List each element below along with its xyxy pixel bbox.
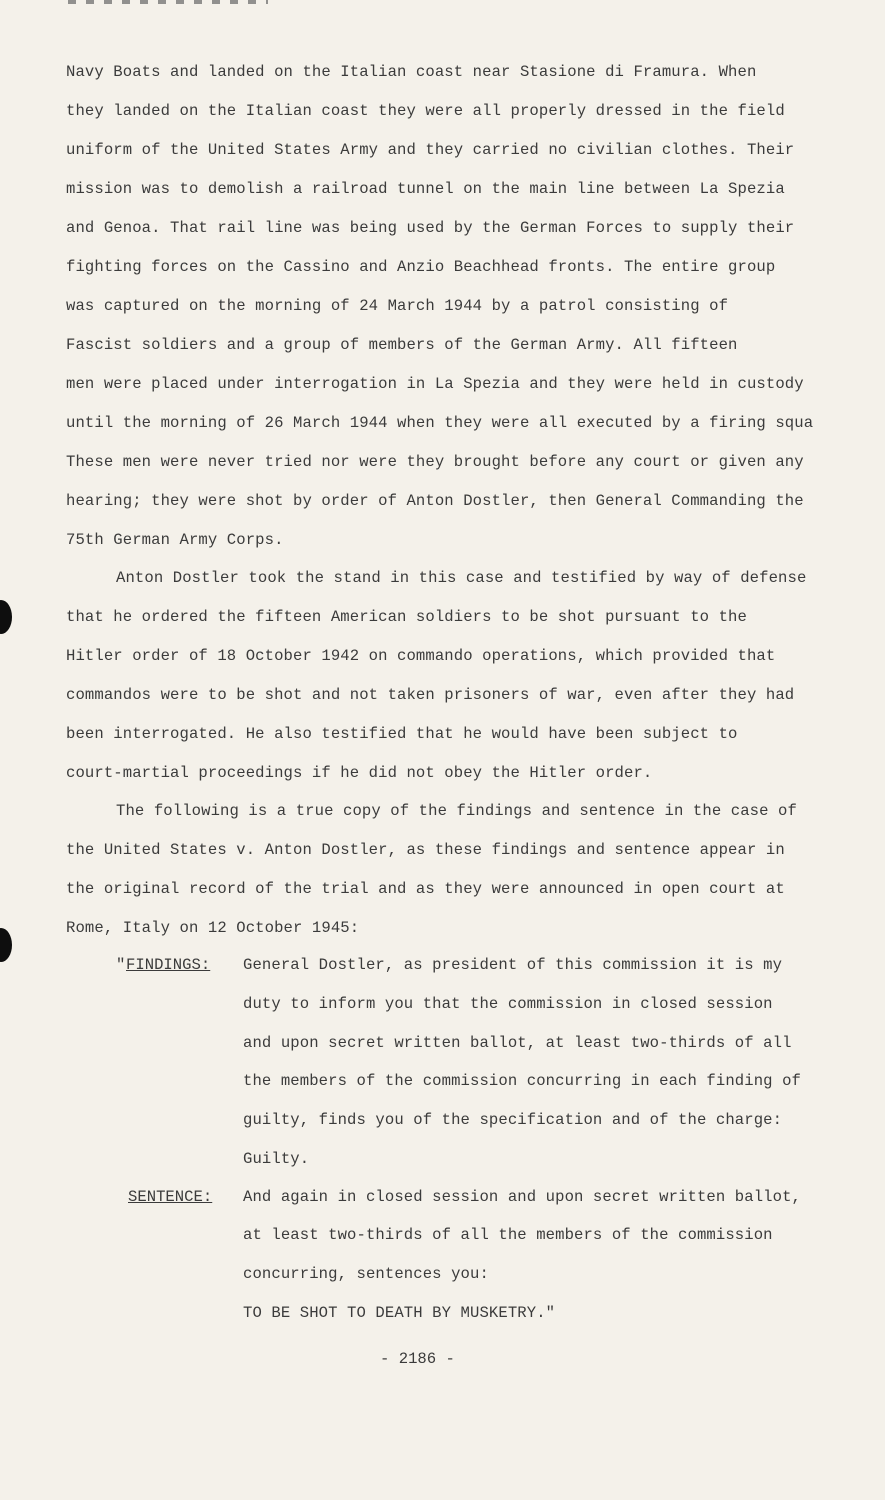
text-line: These men were never tried nor were they brought before any court or given any bbox=[66, 453, 804, 471]
text-line: and Genoa. That rail line was being used by the German Forces to supply their bbox=[66, 219, 795, 237]
text-line: men were placed under interrogation in La Spezia and they were held in custody bbox=[66, 375, 804, 393]
text-line: Hitler order of 18 October 1942 on commando operations, which provided that bbox=[66, 647, 776, 665]
text-line: uniform of the United States Army and they carried no civilian clothes. Their bbox=[66, 141, 795, 159]
text-line: was captured on the morning of 24 March 1944 by a patrol consisting of bbox=[66, 297, 729, 315]
sentence-line: TO BE SHOT TO DEATH BY MUSKETRY." bbox=[243, 1304, 556, 1322]
findings-label: FINDINGS: bbox=[126, 956, 211, 974]
findings-line: Guilty. bbox=[243, 1150, 310, 1168]
text-line: the original record of the trial and as they were announced in open court at bbox=[66, 880, 785, 898]
sentence-line: And again in closed session and upon secret written ballot, bbox=[243, 1188, 802, 1206]
text-line: Navy Boats and landed on the Italian coast near Stasione di Framura. When bbox=[66, 63, 757, 81]
punch-hole-icon bbox=[0, 600, 12, 634]
findings-line: duty to inform you that the commission in closed session bbox=[243, 995, 773, 1013]
findings-line: and upon secret written ballot, at least two-thirds of all bbox=[243, 1034, 792, 1052]
text-line: Fascist soldiers and a group of members of the German Army. All fifteen bbox=[66, 336, 738, 354]
text-line: they landed on the Italian coast they were all properly dressed in the field bbox=[66, 102, 785, 120]
sentence-line: at least two-thirds of all the members of the commission bbox=[243, 1226, 773, 1244]
text-line: hearing; they were shot by order of Anton Dostler, then General Commanding the bbox=[66, 492, 804, 510]
text-line: been interrogated. He also testified that he would have been subject to bbox=[66, 725, 738, 743]
findings-line: General Dostler, as president of this commission it is my bbox=[243, 956, 783, 974]
text-line: the United States v. Anton Dostler, as these findings and sentence appear in bbox=[66, 841, 785, 859]
top-edge-marks bbox=[68, 0, 268, 4]
punch-hole-icon bbox=[0, 928, 12, 962]
text-line: 75th German Army Corps. bbox=[66, 531, 284, 549]
text-line: Rome, Italy on 12 October 1945: bbox=[66, 919, 360, 937]
findings-line: guilty, finds you of the specification and of the charge: bbox=[243, 1111, 783, 1129]
findings-quote-mark: " bbox=[116, 956, 126, 974]
text-line: The following is a true copy of the findings and sentence in the case of bbox=[116, 802, 797, 820]
text-line: commandos were to be shot and not taken prisoners of war, even after they had bbox=[66, 686, 795, 704]
findings-line: the members of the commission concurring in each finding of bbox=[243, 1072, 802, 1090]
text-line: fighting forces on the Cassino and Anzio Beachhead fronts. The entire group bbox=[66, 258, 776, 276]
sentence-label: SENTENCE: bbox=[128, 1188, 213, 1206]
text-line: that he ordered the fifteen American soldiers to be shot pursuant to the bbox=[66, 608, 747, 626]
page-number: - 2186 - bbox=[380, 1350, 455, 1368]
text-line: mission was to demolish a railroad tunnel on the main line between La Spezia bbox=[66, 180, 785, 198]
sentence-line: concurring, sentences you: bbox=[243, 1265, 489, 1283]
text-line: court-martial proceedings if he did not obey the Hitler order. bbox=[66, 764, 653, 782]
text-line: Anton Dostler took the stand in this case and testified by way of defense bbox=[116, 569, 807, 587]
text-line: until the morning of 26 March 1944 when they were all executed by a firing squa bbox=[66, 414, 814, 432]
